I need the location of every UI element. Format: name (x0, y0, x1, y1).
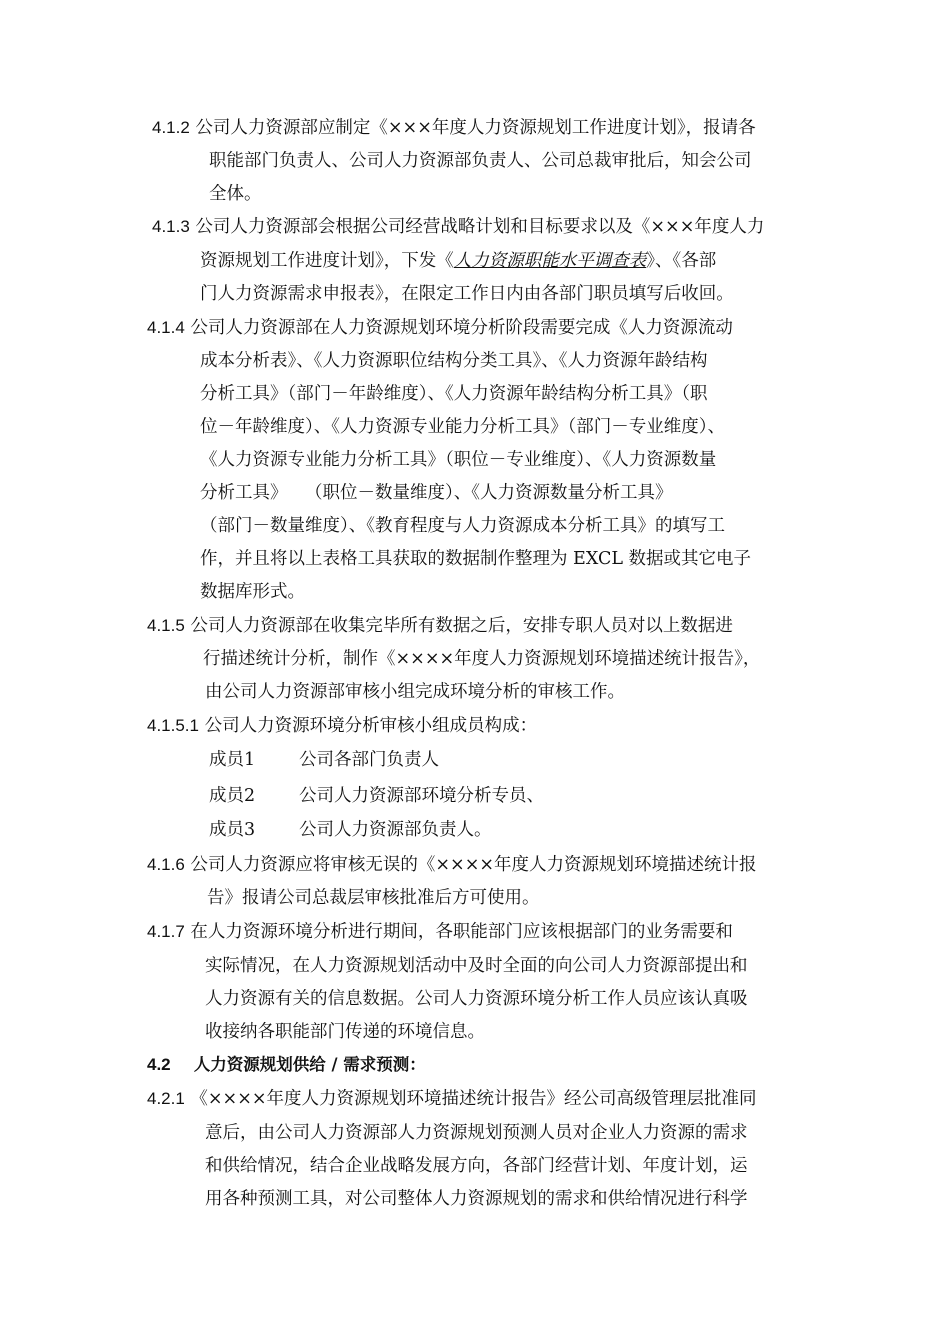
section-number: 4.1.7 (147, 922, 185, 941)
text-line: 》、《各部 (646, 251, 717, 271)
section-number: 4.1.5 (147, 616, 185, 635)
section-number: 4.1.4 (147, 318, 185, 337)
section-number: 4.1.5.1 (147, 716, 199, 735)
text-line: 门人力资源需求申报表》，在限定工作日内由各部门职员填写后收回。 (200, 284, 734, 304)
text-line: 分析工具》 （职位－数量维度）、《人力资源数量分析工具》 (200, 483, 673, 503)
text-line: 公司人力资源环境分析审核小组成员构成： (204, 716, 538, 736)
text-line: 公司人力资源部应制定《×××年度人力资源规划工作进度计划》，报请各 (195, 118, 756, 138)
text-line: 公司人力资源部在收集完毕所有数据之后，安排专职人员对以上数据进 (190, 616, 733, 636)
heading-title: 人力资源规划供给 / 需求预测： (193, 1055, 426, 1074)
text-line: 位－年龄维度）、《人力资源专业能力分析工具》（部门－专业维度）、 (200, 417, 725, 437)
section-number: 4.1.2 (152, 118, 190, 137)
text-line: 告》报请公司总裁层审核批准后方可使用。 (207, 888, 540, 908)
text-line: （部门－数量维度）、《教育程度与人力资源成本分析工具》的填写工 (200, 516, 725, 536)
member-label: 成员1 (209, 750, 256, 770)
form-link[interactable]: 人力资源职能水平调查表 (453, 251, 647, 271)
text-line: 全体。 (209, 184, 262, 204)
text-line: 行描述统计分析，制作《××××年度人力资源规划环境描述统计报告》， (203, 649, 761, 669)
member-desc: 公司各部门负责人 (299, 750, 439, 770)
section-number: 4.1.3 (152, 217, 190, 236)
text-line: 资源规划工作进度计划》，下发《 (200, 251, 454, 271)
heading-number: 4.2 (147, 1055, 171, 1074)
text-line: 公司人力资源应将审核无误的《××××年度人力资源规划环境描述统计报 (190, 855, 757, 875)
text-line: 《人力资源专业能力分析工具》（职位－专业维度）、《人力资源数量 (200, 450, 717, 470)
member-desc: 公司人力资源部负责人。 (299, 820, 492, 840)
text-line: 成本分析表》、《人力资源职位结构分类工具》、《人力资源年龄结构 (200, 351, 708, 371)
section-number: 4.1.6 (147, 855, 185, 874)
text-line: 意后，由公司人力资源部人力资源规划预测人员对企业人力资源的需求 (205, 1123, 748, 1143)
text-line: 收接纳各职能部门传递的环境信息。 (205, 1022, 485, 1042)
text-line: 在人力资源环境分析进行期间，各职能部门应该根据部门的业务需要和 (190, 922, 733, 942)
text-line: 职能部门负责人、公司人力资源部负责人、公司总裁审批后，知会公司 (209, 151, 752, 171)
text-line: 分析工具》（部门－年龄维度）、《人力资源年龄结构分析工具》（职 (200, 384, 708, 404)
text-line: 公司人力资源部会根据公司经营战略计划和目标要求以及《×××年度人力 (195, 217, 765, 237)
text-line: 实际情况，在人力资源规划活动中及时全面的向公司人力资源部提出和 (205, 956, 748, 976)
member-label: 成员3 (209, 820, 256, 840)
text-line: 和供给情况，结合企业战略发展方向，各部门经营计划、年度计划，运 (205, 1156, 748, 1176)
text-line: 《××××年度人力资源规划环境描述统计报告》经公司高级管理层批准同 (190, 1089, 757, 1109)
member-desc: 公司人力资源部环境分析专员、 (299, 786, 544, 806)
section-number: 4.2.1 (147, 1089, 185, 1108)
member-label: 成员2 (209, 786, 256, 806)
text-line: 公司人力资源部在人力资源规划环境分析阶段需要完成《人力资源流动 (190, 318, 733, 338)
text-line: 由公司人力资源部审核小组完成环境分析的审核工作。 (205, 682, 625, 702)
text-line: 作，并且将以上表格工具获取的数据制作整理为 EXCL 数据或其它电子 (200, 549, 752, 569)
text-line: 用各种预测工具，对公司整体人力资源规划的需求和供给情况进行科学 (205, 1189, 748, 1209)
text-line: 人力资源有关的信息数据。公司人力资源环境分析工作人员应该认真吸 (205, 989, 748, 1009)
text-line: 数据库形式。 (200, 582, 305, 602)
